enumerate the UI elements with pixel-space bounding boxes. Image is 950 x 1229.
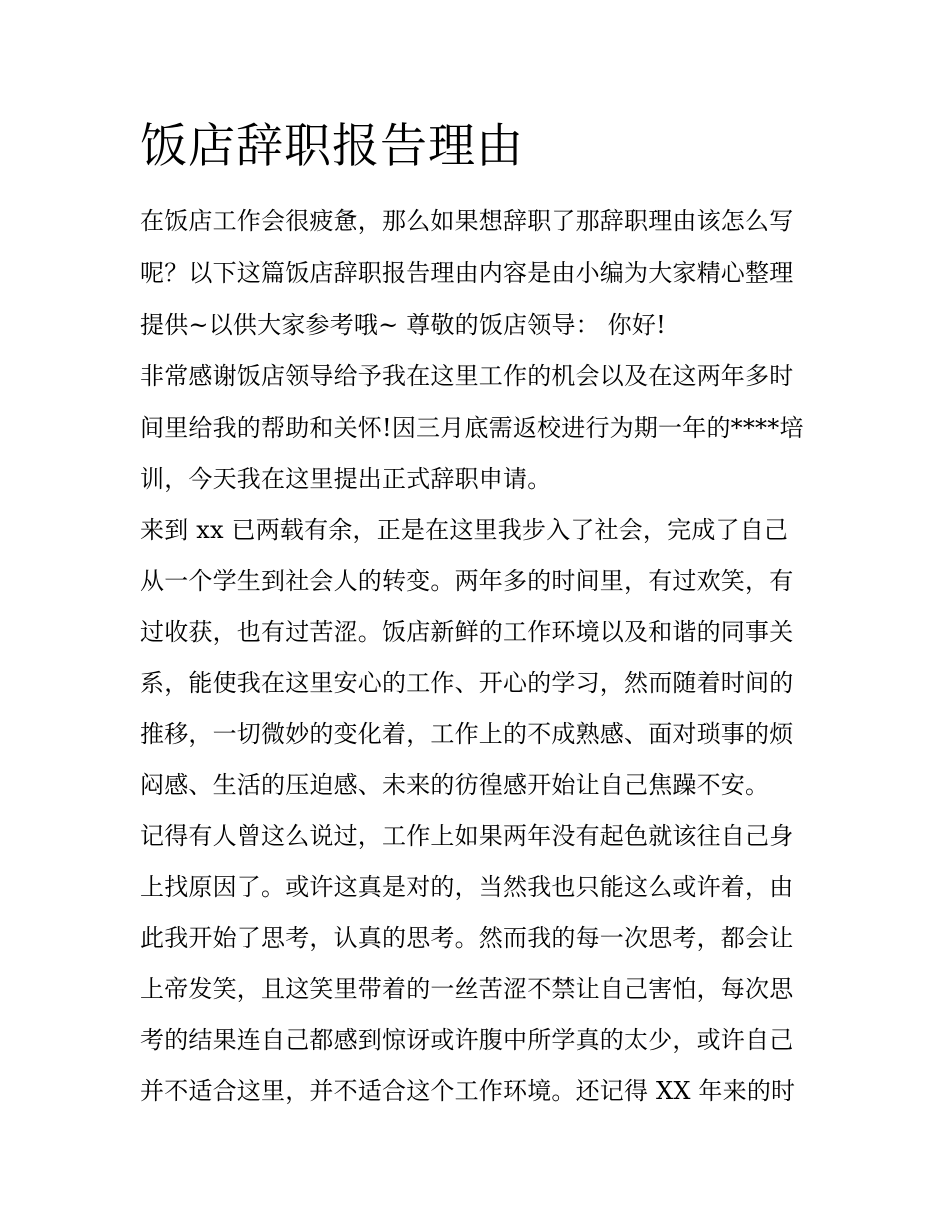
body-line: 上帝发笑，且这笑里带着的一丝苦涩不禁让自己害怕，每次思 [140, 975, 794, 1003]
body-line: 训，今天我在这里提出正式辞职申请。 [140, 465, 552, 493]
body-line: 上找原因了。或许这真是对的，当然我也只能这么或许着，由 [140, 873, 794, 901]
body-line: 在饭店工作会很疲惫，那么如果想辞职了那辞职理由该怎么写 [140, 207, 794, 235]
body-line: 非常感谢饭店领导给予我在这里工作的机会以及在这两年多时 [140, 362, 794, 390]
body-line: 并不适合这里，并不适合这个工作环境。还记得 XX 年来的时 [140, 1077, 796, 1105]
body-line: 推移，一切微妙的变化着，工作上的不成熟感、面对琐事的烦 [140, 720, 794, 748]
body-line: 闷感、生活的压迫感、未来的彷徨感开始让自己焦躁不安。 [140, 771, 770, 799]
body-line: 过收获，也有过苦涩。饭店新鲜的工作环境以及和谐的同事关 [140, 618, 794, 646]
body-line: 来到 xx 已两载有余，正是在这里我步入了社会，完成了自己 [140, 516, 789, 544]
body-line: 考的结果连自己都感到惊讶或许腹中所学真的太少，或许自己 [140, 1026, 794, 1054]
body-line: 系，能使我在这里安心的工作、开心的学习，然而随着时间的 [140, 669, 794, 697]
body-line: 提供~以供大家参考哦~ 尊敬的饭店领导： 你好! [140, 311, 666, 339]
body-line: 呢？以下这篇饭店辞职报告理由内容是由小编为大家精心整理 [140, 259, 794, 287]
body-line: 从一个学生到社会人的转变。两年多的时间里，有过欢笑，有 [140, 567, 794, 595]
body-line: 记得有人曾这么说过，工作上如果两年没有起色就该往自己身 [140, 822, 794, 850]
body-line: 间里给我的帮助和关怀!因三月底需返校进行为期一年的****培 [140, 414, 804, 442]
document-title: 饭店辞职报告理由 [140, 119, 524, 174]
body-line: 此我开始了思考，认真的思考。然而我的每一次思考，都会让 [140, 924, 794, 952]
